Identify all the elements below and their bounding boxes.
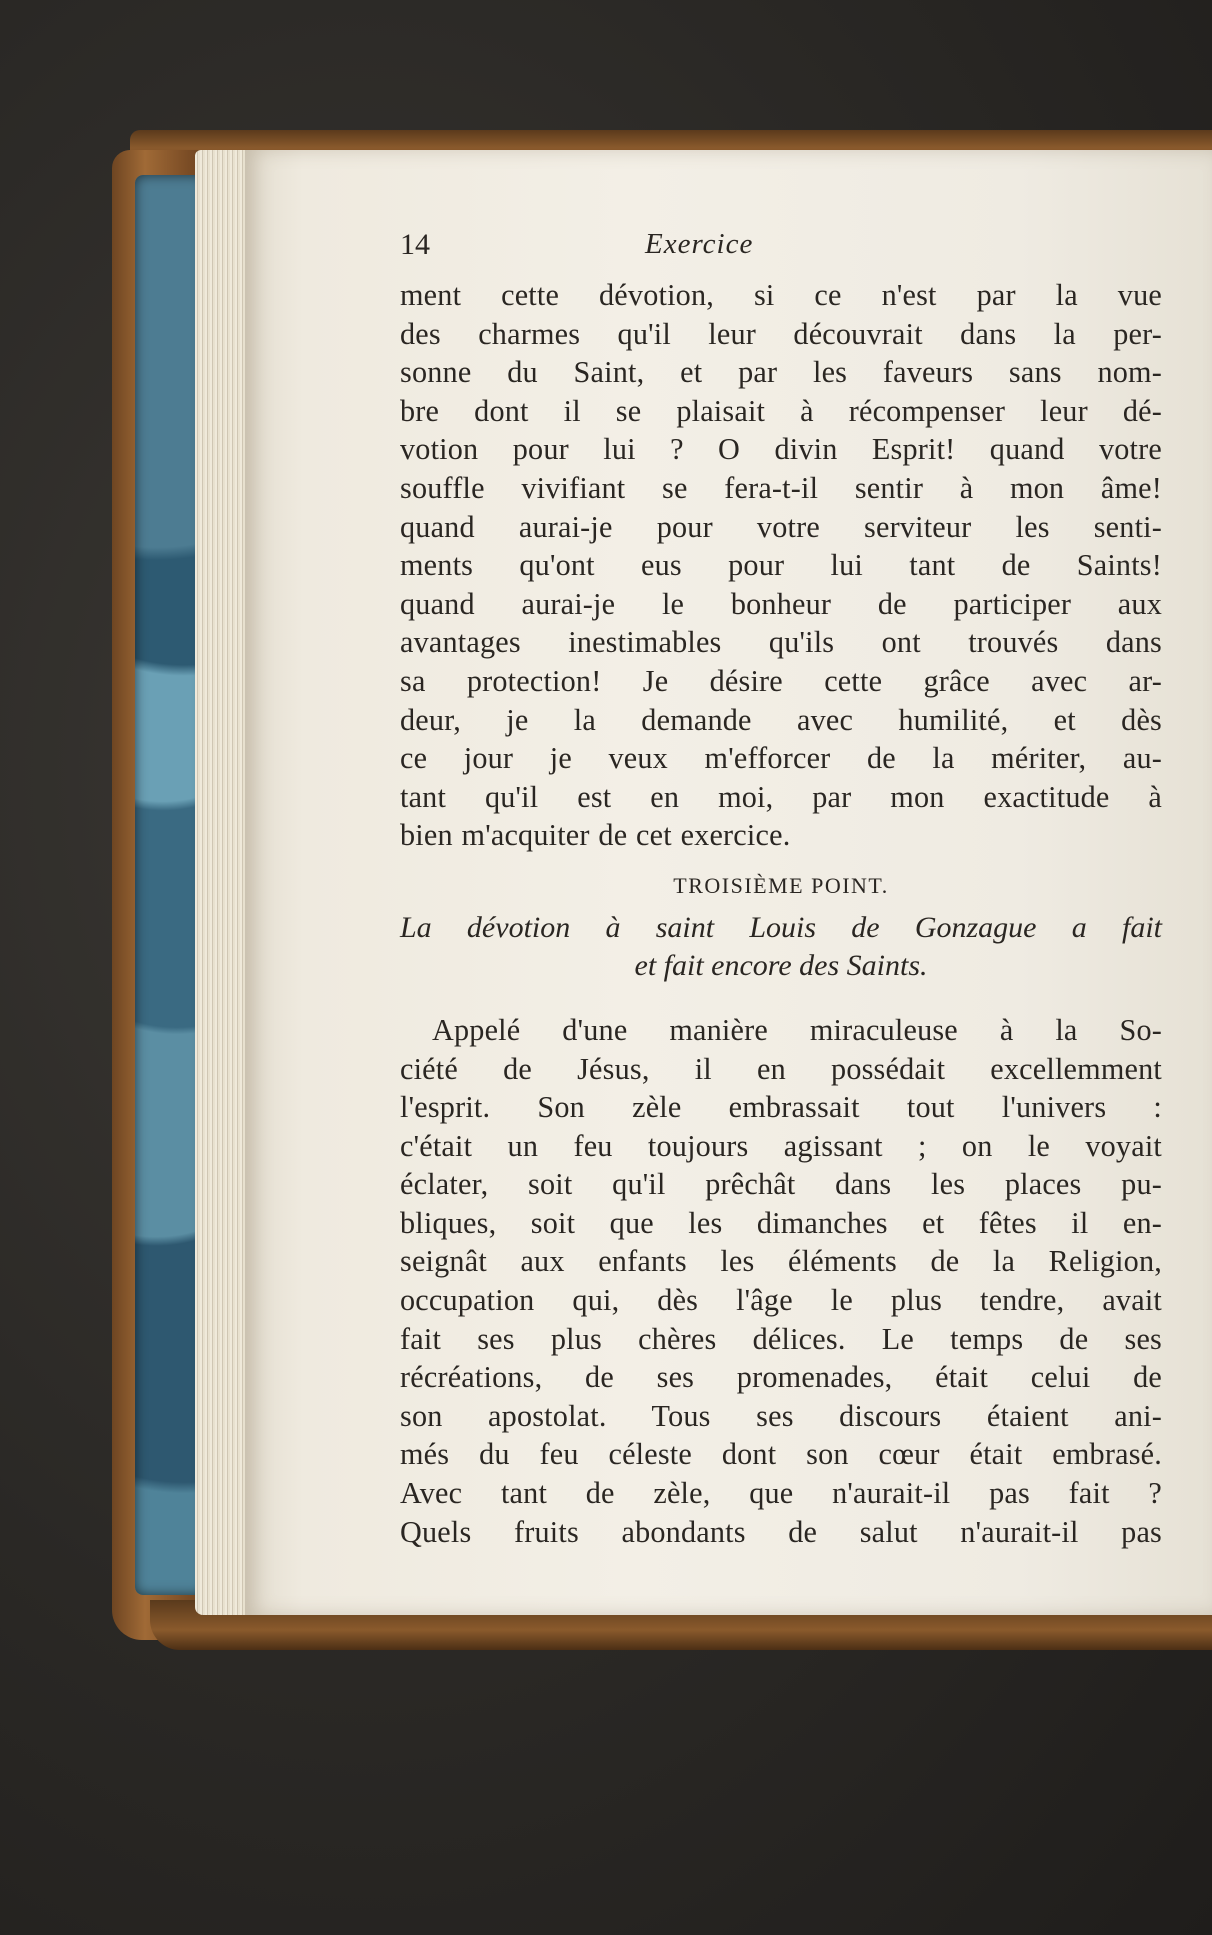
text-line: sonne du Saint, et par les faveurs sans nom- bbox=[400, 355, 1162, 390]
text-line: l'esprit. Son zèle embrassait tout l'univers : bbox=[400, 1090, 1162, 1125]
text-line: bliques, soit que les dimanches et fêtes il en- bbox=[400, 1205, 1162, 1240]
section-title-line: La dévotion à saint Louis de Gonzague a fait bbox=[400, 910, 1162, 944]
text-line: fait ses plus chères délices. Le temps de ses bbox=[400, 1321, 1162, 1356]
text-line: ce jour je veux m'efforcer de la mériter, au- bbox=[400, 741, 1162, 776]
text-line: votion pour lui ? O divin Esprit! quand votre bbox=[400, 432, 1162, 467]
section-heading: TROISIÈME POINT. bbox=[673, 872, 889, 898]
text-line: récréations, de ses promenades, était celui de bbox=[400, 1360, 1162, 1395]
running-head: Exercice bbox=[645, 228, 754, 260]
section-title-line: et fait encore des Saints. bbox=[634, 948, 928, 982]
text-line: occupation qui, dès l'âge le plus tendre, avait bbox=[400, 1283, 1162, 1318]
text-line: Quels fruits abondants de salut n'aurait-il pas bbox=[400, 1514, 1162, 1549]
page-edges bbox=[195, 150, 245, 1615]
text-line: Appelé d'une manière miraculeuse à la So- bbox=[432, 1012, 1162, 1047]
paragraph-1 bbox=[400, 276, 1162, 855]
text-line: Avec tant de zèle, que n'aurait-il pas fait ? bbox=[400, 1476, 1162, 1511]
text-line: bien m'acquiter de cet exercice. bbox=[400, 818, 791, 853]
text-line: seignât aux enfants les éléments de la Religion, bbox=[400, 1244, 1162, 1279]
text-line: sa protection! Je désire cette grâce avec ar- bbox=[400, 663, 1162, 698]
text-line: quand aurai-je le bonheur de participer aux bbox=[400, 586, 1162, 621]
text-line: des charmes qu'il leur découvrait dans la per- bbox=[400, 316, 1162, 351]
page-text bbox=[400, 228, 1162, 1551]
text-line: son apostolat. Tous ses discours étaient ani- bbox=[400, 1398, 1162, 1433]
text-line: més du feu céleste dont son cœur était embrasé. bbox=[400, 1437, 1162, 1472]
text-line: quand aurai-je pour votre serviteur les senti- bbox=[400, 509, 1162, 544]
text-line: ments qu'ont eus pour lui tant de Saints! bbox=[400, 548, 1162, 583]
text-line: bre dont il se plaisait à récompenser leur dé- bbox=[400, 393, 1162, 428]
text-line: deur, je la demande avec humilité, et dès bbox=[400, 702, 1162, 737]
text-line: ciété de Jésus, il en possédait excellemment bbox=[400, 1051, 1162, 1086]
text-line: ment cette dévotion, si ce n'est par la vue bbox=[400, 278, 1162, 312]
text-line: tant qu'il est en moi, par mon exactitude à bbox=[400, 779, 1162, 814]
text-line: éclater, soit qu'il prêchât dans les places pu- bbox=[400, 1167, 1162, 1202]
text-line: souffle vivifiant se fera-t-il sentir à mon âme! bbox=[400, 470, 1162, 505]
page-header bbox=[400, 228, 1162, 276]
text-line: c'était un feu toujours agissant ; on le voyait bbox=[400, 1128, 1162, 1163]
page-number: 14 bbox=[400, 228, 430, 261]
paragraph-2 bbox=[400, 1011, 1162, 1551]
text-line: avantages inestimables qu'ils ont trouvés dans bbox=[400, 625, 1162, 660]
